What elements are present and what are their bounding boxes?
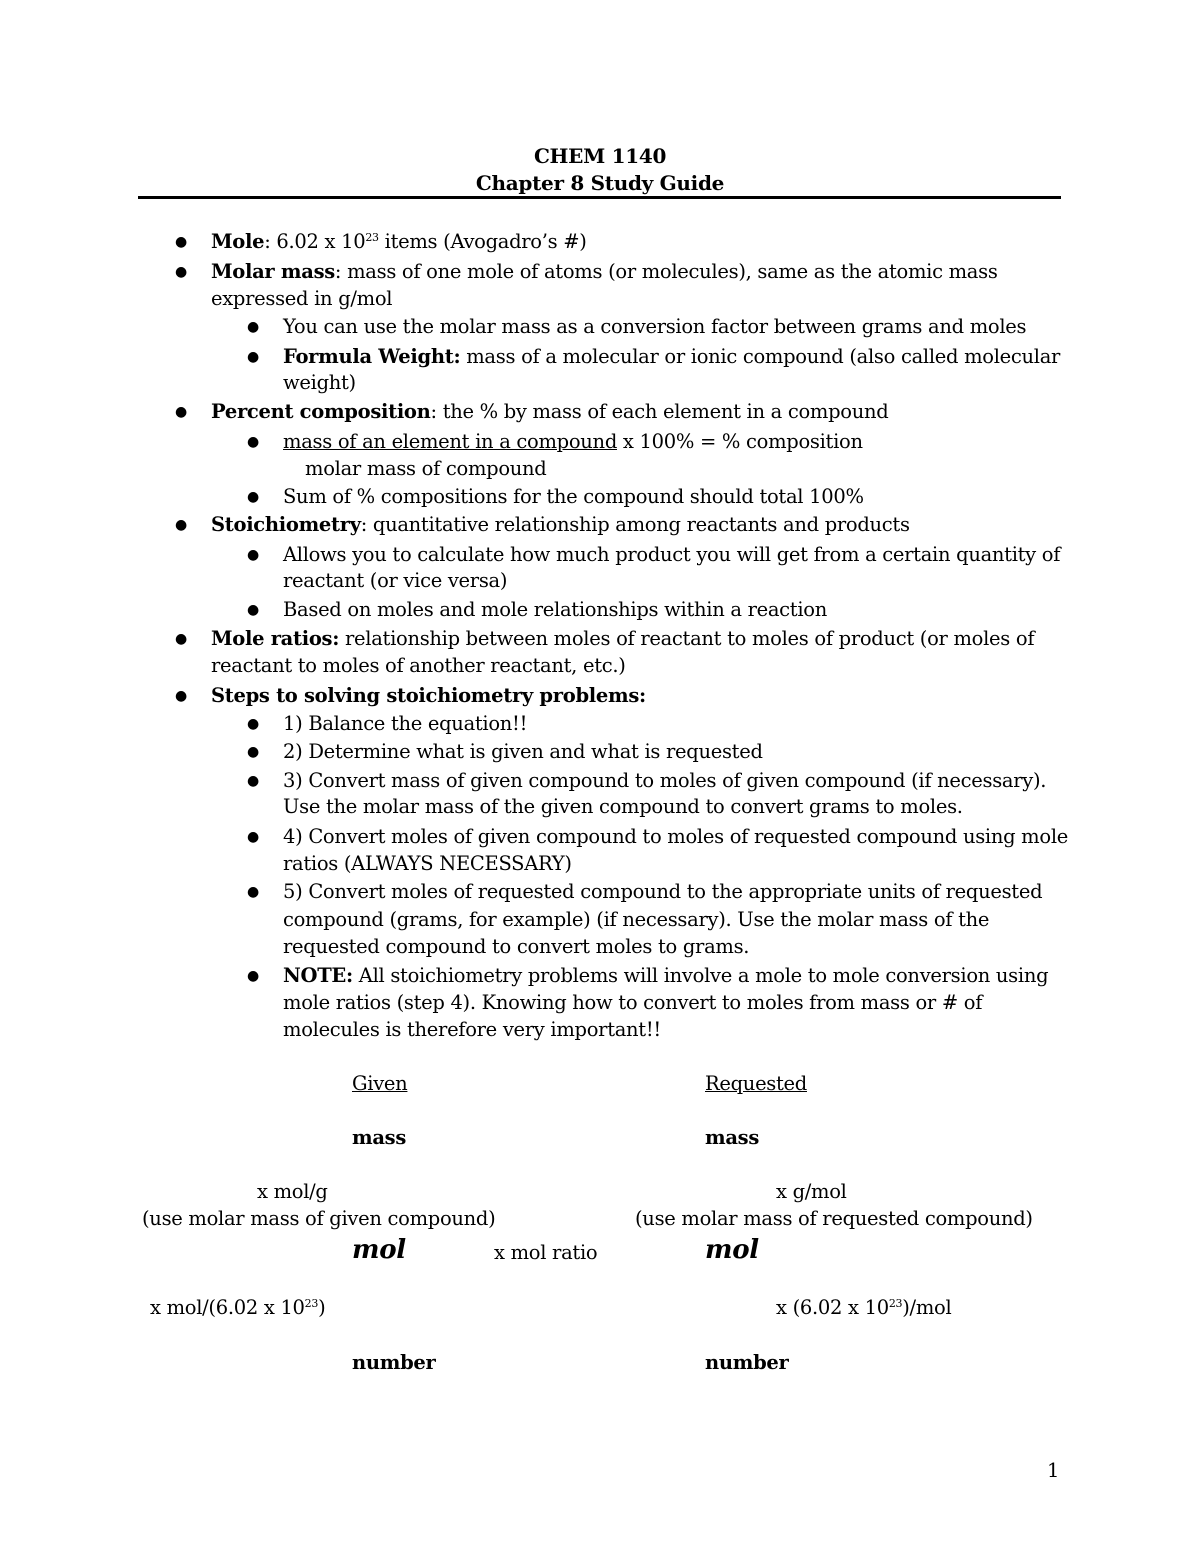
step-4-cont: ratios (ALWAYS NECESSARY) bbox=[283, 852, 572, 875]
given-heading: Given bbox=[352, 1072, 408, 1095]
list-item-calculate-product-cont: reactant (or vice versa) bbox=[283, 569, 508, 592]
bullet-icon: ● bbox=[175, 234, 188, 250]
bullet-icon: ● bbox=[175, 517, 188, 533]
list-item-conversion-factor: You can use the molar mass as a conversion factor between grams and moles bbox=[283, 315, 1027, 338]
step-5: 5) Convert moles of requested compound to the appropriate units of requested bbox=[283, 880, 1043, 903]
list-item-based-on-moles: Based on moles and mole relationships within a reaction bbox=[283, 598, 827, 621]
requested-mol: mol bbox=[705, 1235, 759, 1265]
bullet-icon: ● bbox=[247, 968, 260, 984]
requested-avogadro-factor: x (6.02 x $10^{23}$)/mol bbox=[776, 1296, 952, 1319]
list-item-calculate-product: Allows you to calculate how much product you will get from a certain quantity of bbox=[283, 543, 1061, 566]
formula-denominator: molar mass of compound bbox=[305, 457, 547, 480]
given-avogadro-factor: x mol/(6.02 x $10^{23}$) bbox=[150, 1296, 326, 1319]
given-note: (use molar mass of given compound) bbox=[142, 1207, 496, 1230]
given-factor: x mol/g bbox=[257, 1180, 328, 1203]
bullet-icon: ● bbox=[247, 884, 260, 900]
bullet-icon: ● bbox=[247, 319, 260, 335]
given-mol: mol bbox=[352, 1235, 406, 1265]
page-title: Chapter 8 Study Guide bbox=[475, 171, 725, 195]
mol-ratio: x mol ratio bbox=[494, 1241, 598, 1264]
step-1: 1) Balance the equation!! bbox=[283, 712, 528, 735]
note-cont: mole ratios (step 4). Knowing how to convert to moles from mass or # of bbox=[283, 991, 983, 1014]
bullet-icon: ● bbox=[247, 829, 260, 845]
step-5-cont: compound (grams, for example) (if necessary). Use the molar mass of the bbox=[283, 908, 990, 931]
step-5-cont-2: requested compound to convert moles to grams. bbox=[283, 935, 750, 958]
bullet-icon: ● bbox=[247, 349, 260, 365]
note-cont-2: molecules is therefore very important!! bbox=[283, 1018, 661, 1041]
list-item-molar-mass: Molar mass: mass of one mole of atoms (or molecules), same as the atomic mass bbox=[211, 260, 998, 283]
bullet-icon: ● bbox=[247, 716, 260, 732]
requested-factor: x g/mol bbox=[776, 1180, 847, 1203]
list-item-percent-composition: Percent composition: the % by mass of each element in a compound bbox=[211, 400, 889, 423]
note: NOTE: All stoichiometry problems will involve a mole to mole conversion using bbox=[283, 964, 1049, 987]
requested-mass: mass bbox=[705, 1126, 760, 1149]
bullet-icon: ● bbox=[247, 434, 260, 450]
given-mass: mass bbox=[352, 1126, 407, 1149]
given-number: number bbox=[352, 1351, 436, 1374]
list-item-formula-weight: Formula Weight: mass of a molecular or ionic compound (also called molecular bbox=[283, 345, 1061, 368]
requested-number: number bbox=[705, 1351, 789, 1374]
bullet-icon: ● bbox=[175, 631, 188, 647]
bullet-icon: ● bbox=[175, 404, 188, 420]
list-item-stoichiometry: Stoichiometry: quantitative relationship among reactants and products bbox=[211, 513, 910, 536]
course-title: CHEM 1140 bbox=[533, 144, 667, 168]
bullet-icon: ● bbox=[247, 489, 260, 505]
requested-heading: Requested bbox=[705, 1072, 807, 1095]
step-2: 2) Determine what is given and what is requested bbox=[283, 740, 763, 763]
bullet-icon: ● bbox=[247, 602, 260, 618]
list-item-mole: Mole: 6.02 x $10^{23}$ items (Avogadro’s #) bbox=[211, 230, 587, 253]
list-item-sum-compositions: Sum of % compositions for the compound should total 100% bbox=[283, 485, 864, 508]
list-item-molar-mass-cont: expressed in g/mol bbox=[211, 287, 393, 310]
list-item-formula-weight-cont: weight) bbox=[283, 371, 356, 394]
bullet-icon: ● bbox=[247, 547, 260, 563]
requested-note: (use molar mass of requested compound) bbox=[635, 1207, 1033, 1230]
bullet-icon: ● bbox=[247, 744, 260, 760]
list-item-mole-ratios: Mole ratios: relationship between moles of reactant to moles of product (or moles of bbox=[211, 627, 1035, 650]
percent-composition-formula: mass of an element in a compound x 100% = % composition bbox=[283, 430, 863, 453]
bullet-icon: ● bbox=[247, 773, 260, 789]
step-3: 3) Convert mass of given compound to moles of given compound (if necessary). bbox=[283, 769, 1047, 792]
step-3-cont: Use the molar mass of the given compound to convert grams to moles. bbox=[283, 795, 963, 818]
header-rule bbox=[138, 196, 1061, 199]
step-4: 4) Convert moles of given compound to moles of requested compound using mole bbox=[283, 825, 1068, 848]
bullet-icon: ● bbox=[175, 688, 188, 704]
list-item-steps-heading: Steps to solving stoichiometry problems: bbox=[211, 684, 646, 707]
bullet-icon: ● bbox=[175, 264, 188, 280]
page-number: 1 bbox=[1047, 1459, 1060, 1482]
list-item-mole-ratios-cont: reactant to moles of another reactant, etc.) bbox=[211, 654, 626, 677]
